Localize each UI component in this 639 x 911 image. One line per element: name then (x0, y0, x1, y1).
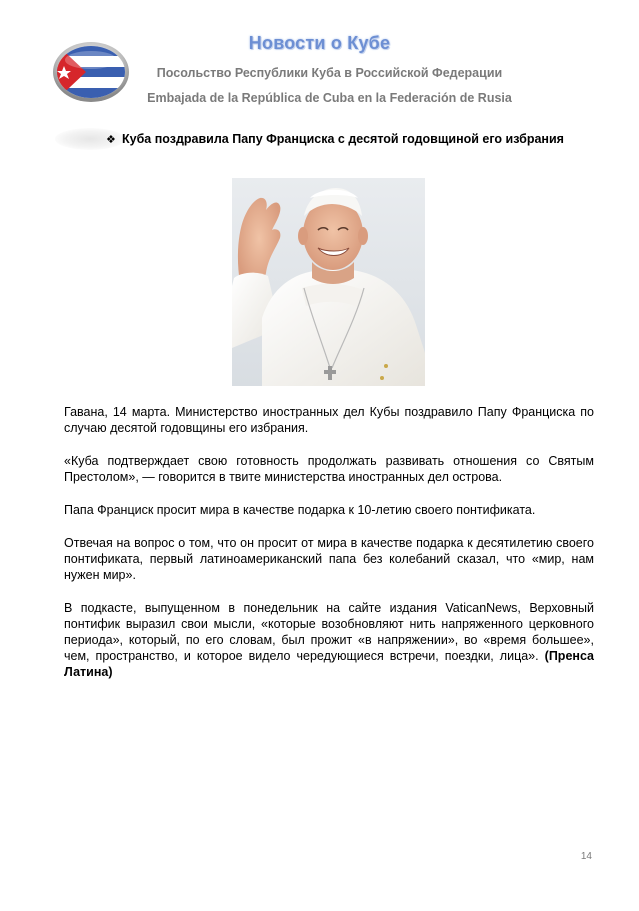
article-paragraph: Отвечая на вопрос о том, что он просит от мира в качестве подарка к десятилетию своего понтификата, первый латиноамериканский папа без колебаний сказал, что «мир, нам нужен мир». (64, 536, 594, 582)
article-body (64, 404, 594, 697)
article-paragraph-last (64, 600, 594, 680)
headline-text: Куба поздравила Папу Франциска с десятой годовщиной его избрания (122, 132, 564, 146)
page-number: 14 (580, 851, 592, 862)
diamond-bullet-icon: ❖ (106, 134, 116, 146)
article-paragraph: «Куба подтверждает свою готовность продолжать развивать отношения со Святым Престолом», — говорится в твите министерства иностранных дел острова. (64, 454, 594, 484)
article-paragraph-text: В подкасте, выпущенном в понедельник на сайте издания VaticanNews, Верховный понтифик выразил свои мысли, «которые возобновляют нить напряженного церковного периода», который, по его словам, был прожит «в напряжении», во «время большее», чем, пространство, и которое видело чередующиеся встречи, поездки, лица». (64, 601, 594, 663)
news-title: Новости о Кубе (248, 33, 391, 53)
page-header (0, 0, 639, 120)
embassy-name-es: Embajada de la República de Cuba en la Federación de Rusia (147, 91, 512, 105)
article-source: (Пренса Латина) (64, 649, 594, 679)
article-paragraph: Папа Франциск просит мира в качестве подарка к 10-летию своего понтификата. (64, 503, 536, 517)
embassy-name-ru: Посольство Республики Куба в Российской Федерации (156, 66, 503, 80)
article-paragraph: Гавана, 14 марта. Министерство иностранных дел Кубы поздравило Папу Франциска по случаю десятой годовщины его избрания. (64, 405, 594, 435)
article-headline (106, 132, 606, 146)
article-photo (232, 178, 425, 386)
